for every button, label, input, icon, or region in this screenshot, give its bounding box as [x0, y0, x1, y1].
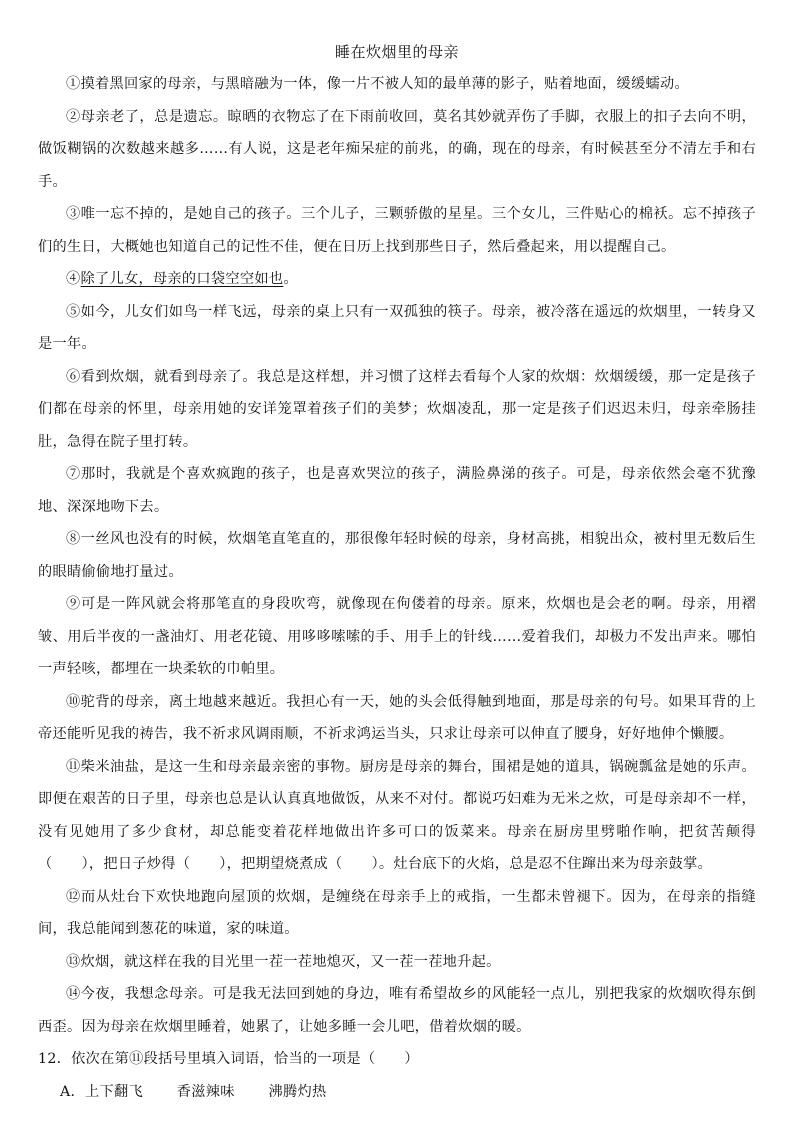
option-a: A．上下翻飞 香滋辣味 沸腾灼热: [60, 1083, 327, 1100]
paragraph-4-number: ④: [66, 271, 81, 287]
paragraph-13: ⑬炊烟，就这样在我的目光里一茬一茬地熄灭，又一茬一茬地升起。: [66, 953, 501, 970]
paragraph-3: ③唯一忘不掉的，是她自己的孩子。三个儿子，三颗骄傲的星星。三个女儿，三件贴心的棉袄。忘不掉孩子们的生日，大概她也知道自己的记性不佳，便在日历上找到那些日子，然后叠起来，用以提醒自己。: [38, 206, 756, 255]
paragraph-7: ⑦那时，我就是个喜欢疯跑的孩子，也是喜欢哭泣的孩子，满脸鼻涕的孩子。可是，母亲依然会毫不犹豫地、深深地吻下去。: [38, 466, 756, 515]
paragraph-14: ⑭今夜，我想念母亲。可是我无法回到她的身边，唯有希望故乡的风能轻一点儿，别把我家的炊烟吹得东倒西歪。因为母亲在炊烟里睡着，她累了，让她多睡一会儿吧，借着炊烟的暖。: [38, 986, 756, 1035]
underlined-sentence: 除了儿女，母亲的口袋空空如也: [80, 271, 284, 287]
paragraph-8: ⑧一丝风也没有的时候，炊烟笔直笔直的，那很像年轻时候的母亲，身材高挑，相貌出众，被村里无数后生的眼睛偷偷地打量过。: [38, 531, 756, 580]
paragraph-4-end: 。: [283, 271, 298, 287]
paragraph-9: ⑨可是一阵风就会将那笔直的身段吹弯，就像现在佝偻着的母亲。原来，炊烟也是会老的啊。母亲，用褶皱、用后半夜的一盏油灯、用老花镜、用哆哆嗦嗦的手、用手上的针线……爱着我们，却极力不发出声来。哪怕一声轻咳，都埋在一块柔软的巾帕里。: [38, 596, 756, 677]
paragraph-11: ⑪柴米油盐，是这一生和母亲最亲密的事物。厨房是母亲的舞台，围裙是她的道具，锅碗瓢盆是她的乐声。即便在艰苦的日子里，母亲也总是认认真真地做饭，从来不对付。都说巧妇难为无米之炊，可是母亲却不一样，没有见她用了多少食材，却总能变着花样地做出许多可口的饭菜来。母亲在厨房里劈啪作响，把贫苦颠得（ ），把日子炒得（ ），把期望烧煮成（ ）。灶台底下的火焰，总是忍不住蹿出来为母亲鼓掌。: [38, 758, 756, 872]
paragraph-2: ②母亲老了，总是遗忘。晾晒的衣物忘了在下雨前收回，莫名其妙就弄伤了手脚，衣服上的扣子去向不明，做饭糊锅的次数越来越多……有人说，这是老年痴呆症的前兆，的确，现在的母亲，有时候甚至分不清左手和右手。: [38, 108, 756, 190]
paragraph-6: ⑥看到炊烟，就看到母亲了。我总是这样想，并习惯了这样去看每个人家的炊烟：炊烟缓缓，那一定是孩子们都在母亲的怀里，母亲用她的安详笼罩着孩子们的美梦；炊烟凌乱，那一定是孩子们迟迟未归，母亲牵肠挂肚，急得在院子里打转。: [38, 368, 756, 450]
document-title: 睡在炊烟里的母亲: [334, 43, 459, 61]
paragraph-12: ⑫而从灶台下欢快地跑向屋顶的炊烟，是缠绕在母亲手上的戒指，一生都未曾褪下。因为，在母亲的指缝间，我总能闻到葱花的味道，家的味道。: [38, 888, 756, 937]
paragraph-5: ⑤如今，儿女们如鸟一样飞远，母亲的桌上只有一双孤独的筷子。母亲，被冷落在遥远的炊烟里，一转身又是一年。: [38, 303, 756, 352]
paragraph-4: [38, 263, 756, 296]
paragraph-10: ⑩驼背的母亲，离土地越来越近。我担心有一天，她的头会低得触到地面，那是母亲的句号。如果耳背的上帝还能听见我的祷告，我不祈求风调雨顺，不祈求鸿运当头，只求让母亲可以伸直了腰身，好好地伸个懒腰。: [38, 693, 756, 742]
question-12: 12．依次在第⑪段括号里填入词语，恰当的一项是（ ）: [38, 1051, 419, 1067]
paragraph-1: ①摸着黑回家的母亲，与黑暗融为一体，像一片不被人知的最单薄的影子，贴着地面，缓缓蠕动。: [66, 76, 689, 92]
